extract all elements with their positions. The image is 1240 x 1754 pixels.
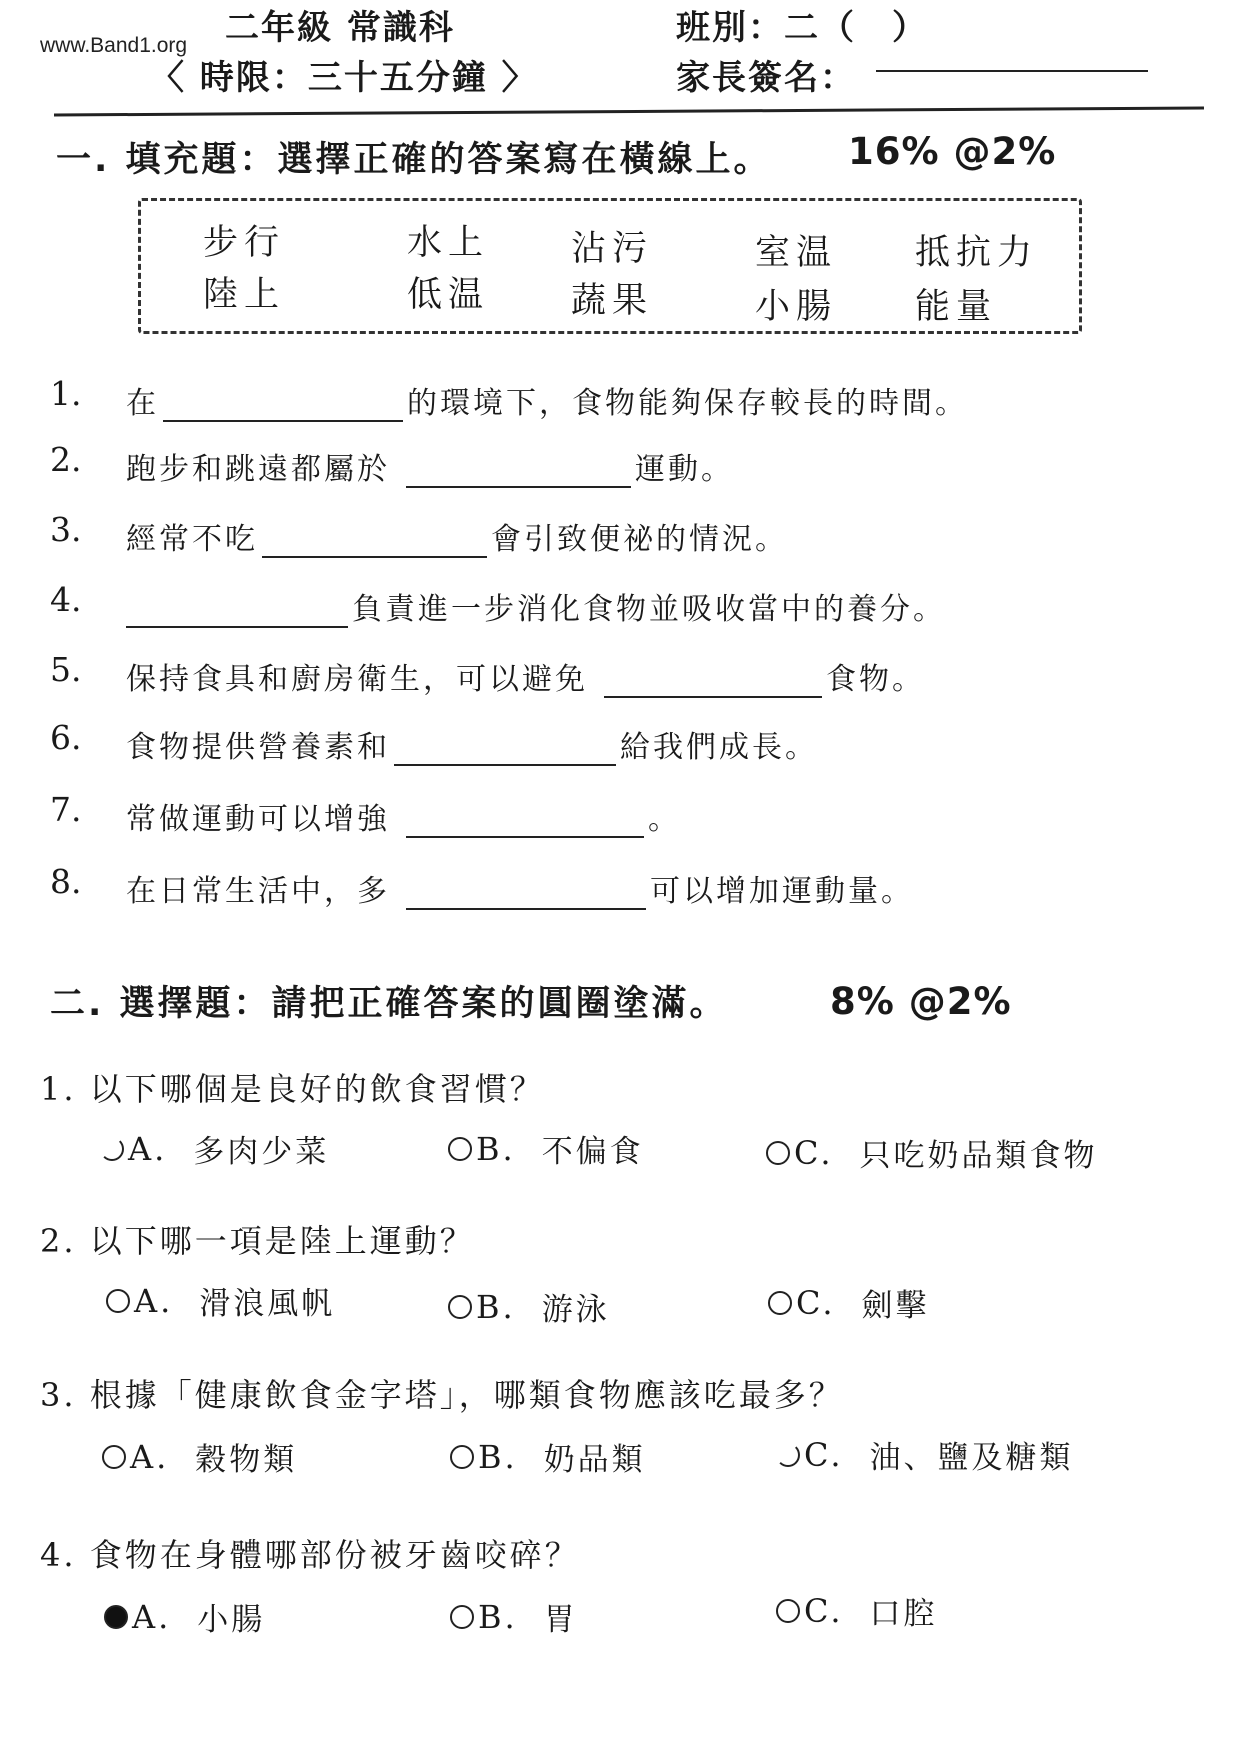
option-c[interactable] xyxy=(776,1432,1074,1477)
option-text: 不偏食 xyxy=(541,1134,644,1170)
time-limit: 〈 時限：三十五分鐘 〉 xyxy=(150,58,538,98)
answer-blank[interactable] xyxy=(604,666,822,698)
question-number: 7. xyxy=(50,790,82,829)
answer-bubble[interactable] xyxy=(102,1445,126,1469)
mcq-question xyxy=(40,1530,580,1576)
option-c[interactable] xyxy=(766,1130,1098,1175)
answer-bubble[interactable] xyxy=(450,1445,474,1469)
option-letter: C. xyxy=(794,1133,834,1172)
question-number: 8. xyxy=(50,862,82,901)
question-text-after: 運動。 xyxy=(635,452,734,487)
question-number: 1. xyxy=(40,1070,77,1108)
option-text: 胃 xyxy=(543,1602,578,1638)
option-letter: A. xyxy=(128,1129,168,1168)
question-number: 4. xyxy=(40,1536,77,1574)
answer-bubble[interactable] xyxy=(776,1443,800,1467)
question-text-before: 在日常生活中，多 xyxy=(126,874,390,909)
question-text-after: 可以增加運動量。 xyxy=(650,874,914,909)
question-text-after: 的環境下，食物能夠保存較長的時間。 xyxy=(407,386,968,421)
class-label: 班別：二（ ） xyxy=(676,8,928,48)
answer-bubble[interactable] xyxy=(768,1291,792,1315)
answer-blank[interactable] xyxy=(163,390,403,422)
fill-question xyxy=(126,514,788,558)
option-letter: A. xyxy=(130,1437,170,1476)
fill-question xyxy=(126,654,925,698)
option-text: 小腸 xyxy=(197,1602,266,1638)
question-text-before: 保持食具和廚房衛生，可以避免 xyxy=(126,662,588,697)
question-text-after: 給我們成長。 xyxy=(620,730,818,765)
fill-question xyxy=(126,584,946,628)
word-bank-item: 步行 xyxy=(203,223,286,263)
word-bank-item: 沾污 xyxy=(571,229,654,269)
option-letter: C. xyxy=(804,1435,844,1474)
question-number: 2. xyxy=(40,1222,77,1260)
word-bank-item: 小腸 xyxy=(755,287,838,327)
answer-bubble[interactable] xyxy=(448,1137,472,1161)
word-bank-item: 室温 xyxy=(755,233,838,273)
word-bank-item: 水上 xyxy=(407,223,490,263)
question-number: 3. xyxy=(40,1376,77,1414)
question-number: 3. xyxy=(50,510,82,549)
question-text-before: 在 xyxy=(126,386,159,421)
answer-bubble[interactable] xyxy=(776,1599,800,1623)
option-text: 奶品類 xyxy=(543,1442,646,1478)
question-text-before: 經常不吃 xyxy=(126,522,258,557)
answer-blank[interactable] xyxy=(406,806,644,838)
word-bank-item: 蔬果 xyxy=(571,281,654,321)
question-text: 以下哪個是良好的飲食習慣？ xyxy=(89,1070,545,1108)
fill-question xyxy=(126,866,914,910)
option-letter: A. xyxy=(134,1281,174,1320)
option-text: 劍擊 xyxy=(861,1288,930,1324)
mcq-question xyxy=(40,1216,475,1262)
option-text: 口腔 xyxy=(869,1596,938,1632)
question-number: 6. xyxy=(50,718,82,757)
answer-bubble[interactable] xyxy=(450,1605,474,1629)
option-b[interactable] xyxy=(448,1284,610,1329)
option-text: 穀物類 xyxy=(195,1442,298,1478)
option-text: 油、鹽及糖類 xyxy=(869,1440,1074,1476)
question-number: 4. xyxy=(50,580,82,619)
fill-question xyxy=(126,722,818,766)
option-letter: B. xyxy=(476,1287,516,1326)
question-text-after: 會引致便祕的情況。 xyxy=(491,522,788,557)
word-bank-item: 抵抗力 xyxy=(915,233,1039,273)
option-b[interactable] xyxy=(448,1126,644,1171)
answer-bubble[interactable] xyxy=(100,1137,124,1161)
option-a[interactable] xyxy=(102,1434,297,1479)
mcq-question xyxy=(40,1064,545,1110)
question-text-before: 跑步和跳遠都屬於 xyxy=(126,452,390,487)
word-bank xyxy=(138,198,1082,334)
section1-score: 16% @2% xyxy=(848,130,1057,173)
question-text: 根據「健康飲食金字塔」，哪類食物應該吃最多？ xyxy=(89,1376,844,1414)
option-text: 多肉少菜 xyxy=(193,1134,330,1170)
option-b[interactable] xyxy=(450,1594,578,1639)
section2-title: 二. 選擇題：請把正確答案的圓圈塗滿。 xyxy=(50,984,728,1024)
option-letter: A. xyxy=(132,1597,172,1636)
question-text-after: 負責進一步消化食物並吸收當中的養分。 xyxy=(352,592,946,627)
question-text-before: 常做運動可以增強 xyxy=(126,802,390,837)
answer-bubble[interactable] xyxy=(106,1289,130,1313)
word-bank-item: 陸上 xyxy=(203,275,286,315)
answer-blank[interactable] xyxy=(126,596,348,628)
answer-blank[interactable] xyxy=(262,526,487,558)
answer-blank[interactable] xyxy=(406,456,631,488)
option-text: 滑浪風帆 xyxy=(199,1286,336,1322)
answer-bubble[interactable] xyxy=(766,1141,790,1165)
option-a[interactable] xyxy=(100,1126,329,1171)
option-letter: C. xyxy=(796,1283,836,1322)
question-text: 以下哪一項是陸上運動？ xyxy=(89,1222,475,1260)
grade-subject: 二年級 常識科 xyxy=(225,8,455,48)
question-text-after: 。 xyxy=(648,802,681,837)
option-letter: B. xyxy=(478,1437,518,1476)
option-letter: C. xyxy=(804,1591,844,1630)
option-text: 游泳 xyxy=(541,1292,610,1328)
parent-signature-line[interactable] xyxy=(876,68,1148,72)
fill-question xyxy=(126,794,681,838)
watermark: www.Band1.org xyxy=(40,34,188,57)
parent-signature-label: 家長簽名： xyxy=(676,58,856,98)
question-text-before: 食物提供營養素和 xyxy=(126,730,390,765)
header-divider xyxy=(54,106,1204,116)
question-text-after: 食物。 xyxy=(826,662,925,697)
answer-blank[interactable] xyxy=(394,734,616,766)
section1-title: 一. 填充題：選擇正確的答案寫在橫線上。 xyxy=(56,140,772,180)
question-number: 1. xyxy=(50,374,82,413)
word-bank-item: 能量 xyxy=(915,287,998,327)
fill-question xyxy=(126,378,968,422)
option-letter: B. xyxy=(476,1129,516,1168)
option-text: 只吃奶品類食物 xyxy=(859,1138,1098,1174)
option-b[interactable] xyxy=(450,1434,646,1479)
option-a[interactable] xyxy=(104,1594,265,1639)
question-number: 2. xyxy=(50,440,82,479)
section2-score: 8% @2% xyxy=(830,980,1012,1023)
option-c[interactable] xyxy=(776,1588,938,1633)
option-a[interactable] xyxy=(106,1278,335,1323)
answer-blank[interactable] xyxy=(406,878,646,910)
mcq-question xyxy=(40,1370,844,1416)
word-bank-item: 低温 xyxy=(407,275,490,315)
answer-bubble[interactable] xyxy=(448,1295,472,1319)
fill-question xyxy=(126,444,734,488)
answer-bubble[interactable] xyxy=(104,1605,128,1629)
question-text: 食物在身體哪部份被牙齒咬碎？ xyxy=(89,1536,580,1574)
option-letter: B. xyxy=(478,1597,518,1636)
question-number: 5. xyxy=(50,650,82,689)
option-c[interactable] xyxy=(768,1280,930,1325)
